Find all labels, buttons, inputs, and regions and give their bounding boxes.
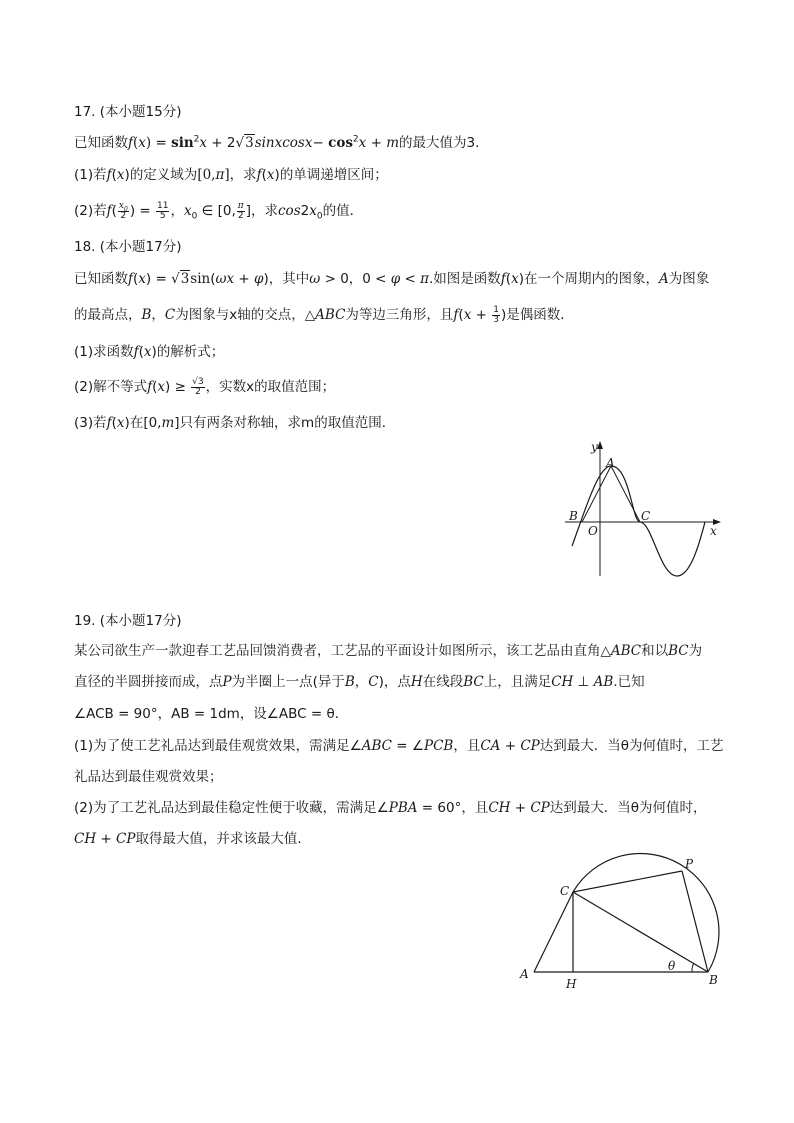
label-x: x xyxy=(710,524,717,538)
q19-part1-line2: 礼品达到最佳观赏效果； xyxy=(74,769,223,785)
q17-part1: (1)若f(x)的定义域为[0,π]，求f(x)的单调递增区间； xyxy=(74,167,388,183)
label-h: H xyxy=(566,977,577,991)
label-c: C xyxy=(641,509,651,523)
segment-ba xyxy=(582,466,611,522)
q19-stem-line2: 直径的半圆拼接而成，点P为半圈上一点(异于B，C)，点H在线段BC上，且满足CH ⊥ AB.已知 xyxy=(74,674,645,690)
label-a: A xyxy=(520,967,529,981)
q19-header: 19. (本小题17分) xyxy=(74,613,182,629)
q18-sine-graph xyxy=(560,436,740,586)
q18-stem-line1: 已知函数f(x) = √3sin(ωx + φ)，其中ω > 0，0 < φ < π.如图是函数f(x)在一个周期内的图象，A为图象 xyxy=(74,271,710,287)
label-o: O xyxy=(588,524,598,538)
q19-part2-line1: (2)为了工艺礼品达到最佳稳定性便于收藏，需满足∠PBA = 60°，且CH + CP达到最大．当θ为何值时， xyxy=(74,800,707,816)
segment-ac xyxy=(611,466,640,522)
angle-theta-arc xyxy=(692,963,694,972)
q19-part2-line2: CH + CP取得最大值，并求该最大值． xyxy=(74,831,311,847)
q18-part1: (1)求函数f(x)的解析式； xyxy=(74,344,225,360)
q18-header: 18. (本小题17分) xyxy=(74,239,182,255)
semicircle-arc xyxy=(573,854,719,972)
label-a: A xyxy=(606,456,615,470)
q18-part3: (3)若f(x)在[0,m]只有两条对称轴，求m的取值范围． xyxy=(74,415,396,431)
label-p: P xyxy=(685,857,694,871)
label-y: y xyxy=(591,440,598,454)
q17-part2: (2)若f( $\frac{x_0}{2}$ ) = $\frac{11}{5}$ ，$x_0$ ∈ [0, $\frac{\pi}{2}$ ]，求$\cos 2x_0$的值． xyxy=(74,200,364,222)
q19-part1-line1: (1)为了使工艺礼品达到最佳观赏效果，需满足∠ABC = ∠PCB，且CA + CP达到最大．当θ为何值时，工艺 xyxy=(74,738,724,754)
segment-cb xyxy=(573,892,708,972)
label-b: B xyxy=(569,509,578,523)
label-b: B xyxy=(709,973,718,987)
q17-header: 17. (本小题15分) xyxy=(74,104,182,120)
q18-part2: (2)解不等式f(x) ≥ $\frac{√3}{2}$ ，实数x的取值范围； xyxy=(74,376,336,397)
q19-stem-line1: 某公司欲生产一款迎春工艺品回馈消费者，工艺品的平面设计如图所示，该工艺品由直角△ABC和以BC为 xyxy=(74,643,703,659)
label-theta: θ xyxy=(668,959,676,973)
label-c: C xyxy=(560,884,570,898)
q19-stem-line3: ∠ACB = 90°，AB = 1dm，设∠ABC = θ． xyxy=(74,706,349,722)
segment-ac xyxy=(534,892,573,972)
sine-curve xyxy=(572,466,705,576)
segment-cp xyxy=(573,871,682,892)
y-axis-arrow xyxy=(597,441,603,449)
q19-semicircle-figure xyxy=(510,850,730,1000)
q17-stem: 已知函数$f(x) = \sin^2x$ + 2√3sinxcosx− $\cos^2x + m$的最大值为3． xyxy=(74,134,489,151)
q18-stem-line2: 的最高点，B，C为图象与x轴的交点，△ABC为等边三角形，且f(x + $\frac{1}{3}$ )是偶函数． xyxy=(74,304,574,325)
